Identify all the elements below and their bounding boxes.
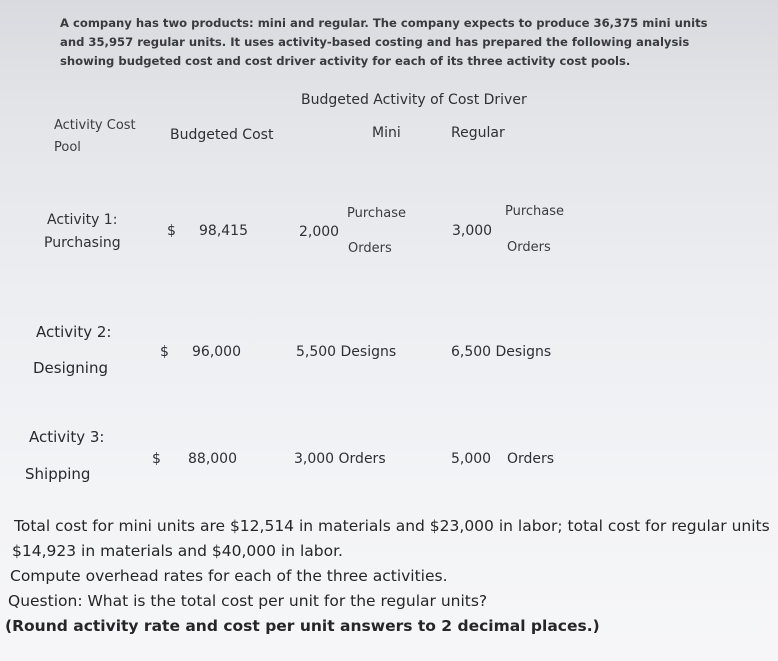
header-regular: Regular bbox=[451, 125, 505, 141]
header-budgeted-cost: Budgeted Cost bbox=[170, 127, 274, 143]
row-regular-designs: 6,500 Designs bbox=[451, 344, 552, 360]
row-currency: $ bbox=[160, 344, 169, 360]
question-text bbox=[5, 514, 773, 639]
intro-line-1: A company has two products: mini and regular. The company expects to produce 36,375 mini units bbox=[60, 16, 708, 30]
row-mini-orders: 3,000 Orders bbox=[294, 451, 386, 467]
row-regular-quantity: 5,000 bbox=[451, 451, 492, 467]
header-mini: Mini bbox=[372, 125, 401, 141]
intro-line-2: and 35,957 regular units. It uses activity-based costing and has prepared the following analysis bbox=[60, 35, 690, 49]
footer-line-3: Compute overhead rates for each of the three activities. bbox=[10, 567, 448, 585]
row-mini-unit-line-1: Purchase bbox=[347, 206, 407, 221]
row-pool-line-1: Activity 1: bbox=[47, 212, 118, 228]
group-header: Budgeted Activity of Cost Driver bbox=[301, 92, 527, 108]
row-regular-unit-line-2: Orders bbox=[507, 240, 551, 255]
intro-line-3: showing budgeted cost and cost driver activity for each of its three activity cost pools. bbox=[60, 54, 631, 68]
header-pool-line-2: Pool bbox=[54, 140, 81, 155]
row-mini-quantity: 2,000 bbox=[299, 224, 340, 240]
problem-intro bbox=[60, 14, 750, 71]
row-mini-designs: 5,500 Designs bbox=[296, 344, 397, 360]
footer-line-4: Question: What is the total cost per unit for the regular units? bbox=[8, 592, 488, 610]
row-mini-unit-line-2: Orders bbox=[348, 241, 392, 256]
row-pool-line-1: Activity 3: bbox=[29, 428, 105, 446]
row-currency: $ bbox=[152, 451, 161, 467]
footer-line-2: $14,923 in materials and $40,000 in labor. bbox=[12, 542, 343, 560]
header-pool-line-1: Activity Cost bbox=[54, 118, 136, 133]
row-regular-quantity: 3,000 bbox=[452, 223, 493, 239]
row-pool-line-1: Activity 2: bbox=[36, 323, 112, 341]
row-budgeted-cost: 96,000 bbox=[192, 344, 241, 360]
row-regular-unit-line-1: Purchase bbox=[505, 204, 565, 219]
row-pool-line-2: Designing bbox=[33, 359, 108, 377]
row-pool-line-2: Purchasing bbox=[44, 235, 121, 251]
footer-line-5: (Round activity rate and cost per unit answers to 2 decimal places.) bbox=[5, 617, 600, 635]
row-budgeted-cost: 98,415 bbox=[199, 223, 248, 239]
row-currency: $ bbox=[167, 223, 176, 239]
row-budgeted-cost: 88,000 bbox=[188, 451, 237, 467]
row-regular-unit: Orders bbox=[507, 451, 555, 467]
footer-line-1: Total cost for mini units are $12,514 in materials and $23,000 in labor; total cost for regular units bbox=[14, 517, 770, 535]
row-pool-line-2: Shipping bbox=[25, 465, 91, 483]
